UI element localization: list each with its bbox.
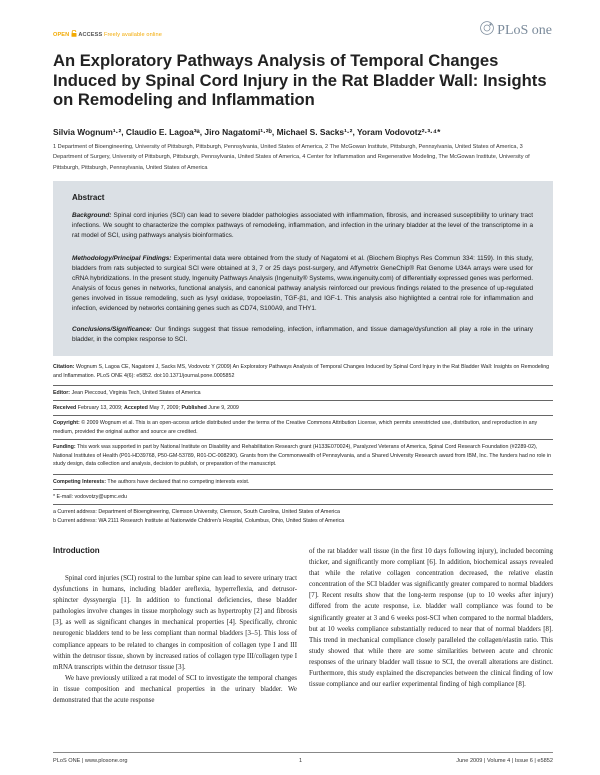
funding-text: This work was supported in part by National Institute on Disability and Rehabilitation Research grant (H133E070024), Paralyzed Veterans of America, Spinal Cord Research Foundation (#2289-02), National Institutes of Health (P01-HD39768, P50-GM-53789, R01-DC-008290). Grants from the Commonwealth of Pennsylvania, and a Shared University Research award from IBM, Inc. The funders had no role in study design, data collection and analysis, decision to publish, or preparation of the manuscript. [53,444,552,467]
abstract-methods [72,254,533,315]
background-text: Spinal cord injuries (SCI) can lead to severe bladder pathologies associated with inflammation, fibrosis, and increased susceptibility to urinary tract infections. We sought to characterize the complex pathways of remodeling, inflammation, and infection in the urinary bladder at the level of the transcriptome in a rat model of SCI, using pathways analysis bioinformatics. [72,212,533,240]
citation [53,363,553,380]
body-paragraph: of the rat bladder wall tissue (in the first 10 days following injury), included becoming thicker, and significantly more compliant [6]. In addition, biochemical assays revealed that while the relative collagen concentration decreased, the relative elastin concentration of the SCI bladder was significantly greater compared to normal bladders [7]. Recent results show that the long-term response (up to 10 weeks after injury) differed from the acute response, i.e. bladder wall compliance was found to be significantly greater at 3 and 6 weeks post-SCI when compared to the normal bladders, but at 10 weeks compliance substantially reduced to near that of normal bladders [8]. This trend in mechanical compliance closely paralleled the collagen/elastin ratio. This study showed that while there are some similarities between acute and chronic responses of the urinary bladder wall tissue to SCI, the overall alterations are distinct. Furthermore, this study explained the discrepancies between the clinical finding of low tissue compliance and our earlier experimental finding of high compliance [8]. [309,548,553,689]
open-access-banner [53,30,162,38]
author-list: Silvia Wognum¹·², Claudio E. Lagoa³ᵃ, Jiro Nagatomi¹·²ᵇ, Michael S. Sacks¹·², Yoram Vodovotz²·³·⁴* [53,127,441,137]
footer-issue: June 2009 | Volume 4 | Issue 6 | e5852 [456,758,553,764]
copyright-text: © 2009 Wognum et al. This is an open-access article distributed under the terms of the Creative Commons Attribution License, which permits unrestricted use, distribution, and reproduction in any medium, provided the original author and source are credited. [53,420,538,435]
received-label: Received [53,405,77,411]
abstract-background [72,211,533,241]
journal-logo [480,21,552,40]
accepted-label: Accepted [124,405,148,411]
citation-text: Wognum S, Lagoa CE, Nagatomi J, Sacks MS, Vodovotz Y (2009) An Exploratory Pathways Analysis of Temporal Changes Induced by Spinal Cord Injury in the Rat Bladder Wall: Insights on Remodeling and Inflammation. PLoS ONE 4(6): e5852. doi:10.1371/journal.pone.0005852 [53,364,550,379]
editor-text: Jean Pieccoud, Virginia Tech, United States of America [71,390,201,396]
competing-interests [53,478,553,487]
plos-logo-icon [480,21,494,40]
right-column [309,546,553,690]
divider [53,504,553,505]
divider [53,489,553,490]
abstract-conclusions [72,325,533,345]
abstract-heading: Abstract [72,193,105,202]
article-title: An Exploratory Pathways Analysis of Temporal Changes Induced by Spinal Cord Injury in the Rat Bladder Wall: Insights on Remodeling and Inflammation [53,51,547,110]
published-label: Published [181,405,207,411]
divider [53,400,553,401]
citation-label: Citation: [53,364,75,370]
copyright-label: Copyright: [53,420,80,426]
methods-text: Experimental data were obtained from the study of Nagatomi et al. (Biochem Biophys Res Commun 334: 1159). In this study, bladders from rats subjected to surgical SCI were obtained at 3, 7 or 25 days post-surgery, and Affymetrix GeneChip® Rat Genome U34A arrays were used for cRNA hybridizations. In the present study, Ingenuity Pathways Analysis (Ingenuity® Systems, www.ingenuity.com) of differentially expressed genes was performed. Analysis of focus genes in networks, functional analysis, and canonical pathway analysis reinforced our previous findings related to the presence of up-regulated genes involved in tissue remodeling, such as lysyl oxidase, tropoelastin, TGF-β1, and IGF-1. This analysis also highlighted a central role for inflammation and infection, evidenced by networks containing genes such as CD74, S100A9, and THY1. [72,255,533,313]
body-paragraph: We have previously utilized a rat model of SCI to investigate the temporal changes in tissue composition and mechanical properties in the urinary bladder. We demonstrated that the acute response [53,674,297,705]
footer-journal: PLoS ONE | www.plosone.org [53,758,128,764]
left-column [53,573,297,706]
conclusions-text: Our findings suggest that tissue remodeling, infection, inflammation, and tissue damage/dysfunction all play a role in the urinary bladder, in the complex response to SCI. [72,326,533,344]
background-label: Background: [72,212,112,219]
email [53,493,553,502]
access-label: ACCESS [78,32,103,38]
divider [53,385,553,386]
editor-label: Editor: [53,390,71,396]
affiliations: 1 Department of Bioengineering, University of Pittsburgh, Pittsburgh, Pennsylvania, United States of America, 2 The McGowan Institute, Pittsburgh, Pennsylvania, United States of America, 3 Department of Surgery, University of Pittsburgh, Pittsburgh, Pennsylvania, United States of America, 4 Center for Inflammation and Regenerative Modeling, The McGowan Institute, University of Pittsburgh, Pittsburgh, Pennsylvania, United States of America [53,144,530,171]
abstract-box [53,181,553,356]
funding-label: Funding: [53,444,76,450]
availability-label: Freely available online [103,32,162,38]
body-paragraph: Spinal cord injuries (SCI) rostral to the lumbar spine can lead to severe urinary tract dysfunctions in humans, including bladder areflexia, hyperreflexia, and detrusor-sphincter dyssynergia [1]. In addition to functional deficiencies, these bladder pathologies involve changes in tissue morphology such as hypertrophy [2] and fibrosis [3], as well as significant changes in mechanical properties [4]. Specifically, chronic neurogenic bladders tend to be less compliant than normal bladders [3–5]. This loss of compliance appears to be related to changes in composition of collagen type I and III within the detrusor tissue, shown by increased ratios of collagen type III/collagen type I mRNA transcripts within the detrusor tissue [3]. [53,575,297,671]
open-label: OPEN [53,32,70,38]
current-address-b: b Current address: WA 2111 Research Institute at Nationwide Children's Hospital, Columbus, Ohio, United States of America [53,518,345,524]
divider [53,474,553,475]
divider [53,415,553,416]
dates [53,404,553,413]
conclusions-label: Conclusions/Significance: [72,326,152,333]
methods-label: Methodology/Principal Findings: [72,255,172,262]
journal-name: PLoS one [497,22,552,38]
page-footer [53,752,553,764]
accepted-date: May 7, 2009; [149,405,180,411]
email-label: * E-mail: [53,494,74,500]
copyright [53,419,553,436]
page-number: 1 [299,758,303,764]
competing-label: Competing Interests: [53,479,106,485]
published-date: June 9, 2009 [208,405,239,411]
competing-text: The authors have declared that no competing interests exist. [107,479,250,485]
editor [53,389,553,398]
introduction-heading: Introduction [53,546,100,555]
received-date: February 13, 2009; [77,405,123,411]
divider [53,439,553,440]
funding [53,443,553,469]
email-link[interactable]: vodovotzy@upmc.edu [74,494,127,500]
current-address-a: a Current address: Department of Bioengineering, Clemson University, Clemson, South Carolina, United States of America [53,509,340,515]
